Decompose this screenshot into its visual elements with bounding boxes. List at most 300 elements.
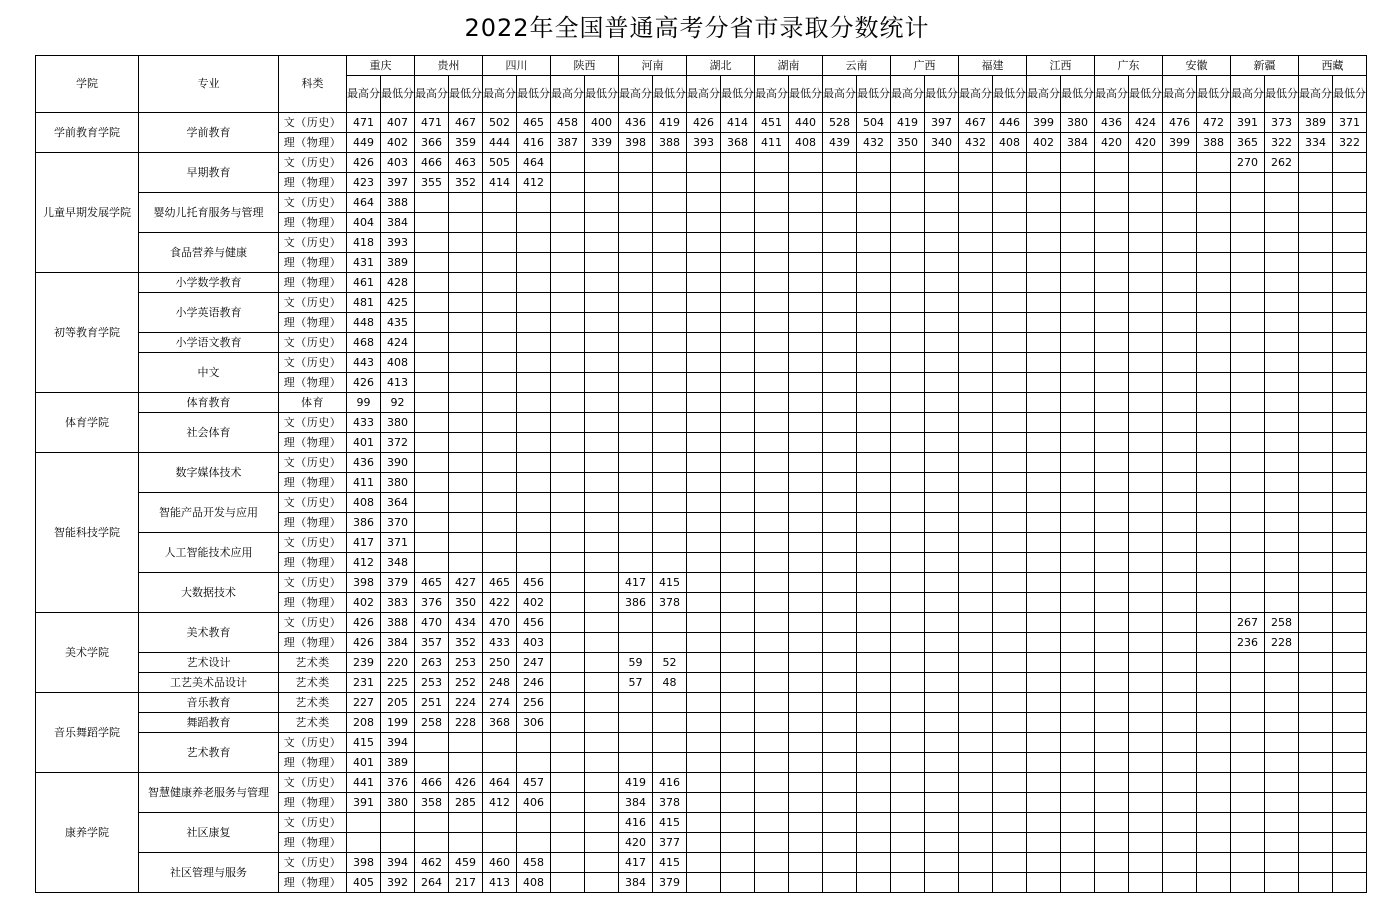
max-score-cell xyxy=(891,253,925,273)
min-score-cell xyxy=(585,813,619,833)
province-header: 河南 xyxy=(619,56,687,76)
min-score-cell xyxy=(1061,193,1095,213)
max-score-cell: 444 xyxy=(483,133,517,153)
max-score-cell xyxy=(551,233,585,253)
min-score-cell xyxy=(1333,273,1367,293)
min-score-cell xyxy=(857,453,891,473)
max-score-cell: 334 xyxy=(1299,133,1333,153)
max-score-cell: 231 xyxy=(347,673,381,693)
max-score-cell: 263 xyxy=(415,653,449,673)
max-score-cell: 386 xyxy=(347,513,381,533)
min-score-cell: 217 xyxy=(449,873,483,893)
max-score-cell xyxy=(619,193,653,213)
min-score-cell xyxy=(789,613,823,633)
min-score-cell xyxy=(1197,573,1231,593)
min-score-cell xyxy=(925,633,959,653)
max-score-cell xyxy=(1027,213,1061,233)
min-score-cell xyxy=(857,333,891,353)
max-score-cell xyxy=(551,393,585,413)
max-score-cell xyxy=(755,193,789,213)
subject-cell: 理（物理） xyxy=(279,873,347,893)
min-score-cell xyxy=(993,813,1027,833)
min-score-cell xyxy=(993,593,1027,613)
min-score-cell xyxy=(993,373,1027,393)
major-cell: 学前教育 xyxy=(139,113,279,153)
subject-cell: 理（物理） xyxy=(279,513,347,533)
min-score-cell xyxy=(925,873,959,893)
min-score-cell xyxy=(1061,513,1095,533)
max-score-cell: 436 xyxy=(347,453,381,473)
max-score-cell: 398 xyxy=(347,573,381,593)
min-score-cell xyxy=(585,853,619,873)
max-score-cell: 470 xyxy=(415,613,449,633)
max-score-cell xyxy=(483,373,517,393)
max-score-cell: 464 xyxy=(483,773,517,793)
min-score-cell xyxy=(517,253,551,273)
min-score-cell: 371 xyxy=(1333,113,1367,133)
major-cell: 舞蹈教育 xyxy=(139,713,279,733)
max-score-cell xyxy=(1231,353,1265,373)
min-score-cell xyxy=(585,153,619,173)
min-score-cell xyxy=(993,313,1027,333)
min-score-cell: 435 xyxy=(381,313,415,333)
max-score-cell xyxy=(1027,193,1061,213)
max-score-cell: 436 xyxy=(1095,113,1129,133)
max-score-cell xyxy=(1163,673,1197,693)
min-score-cell xyxy=(653,153,687,173)
subject-cell: 文（历史） xyxy=(279,113,347,133)
min-score-cell xyxy=(1197,613,1231,633)
min-score-cell xyxy=(1333,633,1367,653)
min-score-cell xyxy=(1265,593,1299,613)
min-score-cell xyxy=(1197,353,1231,373)
max-score-cell xyxy=(1163,733,1197,753)
min-score-cell xyxy=(993,153,1027,173)
max-score-cell xyxy=(619,313,653,333)
max-score-cell xyxy=(1095,333,1129,353)
max-score-cell xyxy=(347,813,381,833)
max-score-cell xyxy=(1095,393,1129,413)
max-score-cell xyxy=(1299,233,1333,253)
max-score-cell: 393 xyxy=(687,133,721,153)
max-score-cell xyxy=(755,693,789,713)
min-score-cell xyxy=(1333,853,1367,873)
subject-cell: 文（历史） xyxy=(279,773,347,793)
max-score-cell xyxy=(415,333,449,353)
header-subject: 科类 xyxy=(279,56,347,113)
min-score-cell xyxy=(789,573,823,593)
min-score-cell xyxy=(653,693,687,713)
max-score-cell xyxy=(551,753,585,773)
min-score-cell xyxy=(993,413,1027,433)
max-score-cell xyxy=(551,213,585,233)
max-score-cell: 258 xyxy=(415,713,449,733)
max-score-cell: 264 xyxy=(415,873,449,893)
max-score-cell xyxy=(755,493,789,513)
max-score-cell xyxy=(959,473,993,493)
max-score-cell: 505 xyxy=(483,153,517,173)
min-score-cell: 376 xyxy=(381,773,415,793)
min-score-cell xyxy=(789,353,823,373)
max-score-cell xyxy=(1095,313,1129,333)
min-score-cell xyxy=(1265,193,1299,213)
max-score-cell xyxy=(959,233,993,253)
max-score-cell xyxy=(891,493,925,513)
max-score-cell xyxy=(823,593,857,613)
max-score-cell xyxy=(1163,313,1197,333)
subject-cell: 理（物理） xyxy=(279,593,347,613)
max-score-cell xyxy=(1095,793,1129,813)
min-score-cell xyxy=(1197,173,1231,193)
header-min-score: 最低分 xyxy=(925,76,959,113)
max-score-cell xyxy=(551,313,585,333)
min-score-cell: 390 xyxy=(381,453,415,473)
min-score-cell xyxy=(1061,733,1095,753)
max-score-cell xyxy=(687,653,721,673)
min-score-cell: 368 xyxy=(721,133,755,153)
min-score-cell xyxy=(1333,813,1367,833)
min-score-cell xyxy=(653,513,687,533)
min-score-cell xyxy=(925,773,959,793)
max-score-cell xyxy=(1163,573,1197,593)
major-cell: 音乐教育 xyxy=(139,693,279,713)
max-score-cell xyxy=(619,273,653,293)
max-score-cell: 420 xyxy=(1095,133,1129,153)
max-score-cell xyxy=(755,873,789,893)
subject-cell: 文（历史） xyxy=(279,733,347,753)
max-score-cell: 426 xyxy=(347,613,381,633)
min-score-cell: 228 xyxy=(1265,633,1299,653)
max-score-cell xyxy=(1163,653,1197,673)
subject-cell: 文（历史） xyxy=(279,153,347,173)
min-score-cell xyxy=(449,813,483,833)
min-score-cell xyxy=(1265,793,1299,813)
max-score-cell: 355 xyxy=(415,173,449,193)
min-score-cell xyxy=(1333,733,1367,753)
min-score-cell: 380 xyxy=(381,473,415,493)
min-score-cell: 246 xyxy=(517,673,551,693)
min-score-cell xyxy=(517,733,551,753)
header-max-score: 最高分 xyxy=(1027,76,1061,113)
subject-cell: 文（历史） xyxy=(279,533,347,553)
max-score-cell: 227 xyxy=(347,693,381,713)
max-score-cell: 412 xyxy=(347,553,381,573)
max-score-cell xyxy=(891,633,925,653)
min-score-cell: 415 xyxy=(653,813,687,833)
min-score-cell xyxy=(1265,233,1299,253)
header-min-score: 最低分 xyxy=(517,76,551,113)
max-score-cell xyxy=(619,553,653,573)
max-score-cell xyxy=(891,853,925,873)
min-score-cell: 322 xyxy=(1333,133,1367,153)
min-score-cell xyxy=(789,513,823,533)
max-score-cell xyxy=(551,473,585,493)
min-score-cell xyxy=(1265,173,1299,193)
max-score-cell xyxy=(891,753,925,773)
subject-cell: 理（物理） xyxy=(279,473,347,493)
min-score-cell: 352 xyxy=(449,173,483,193)
min-score-cell: 416 xyxy=(653,773,687,793)
province-header: 云南 xyxy=(823,56,891,76)
min-score-cell xyxy=(1061,873,1095,893)
table-row xyxy=(36,293,1367,313)
max-score-cell: 274 xyxy=(483,693,517,713)
min-score-cell xyxy=(857,793,891,813)
max-score-cell: 267 xyxy=(1231,613,1265,633)
min-score-cell: 408 xyxy=(789,133,823,153)
page-title: 2022年全国普通高考分省市录取分数统计 xyxy=(464,14,930,42)
max-score-cell xyxy=(755,653,789,673)
min-score-cell xyxy=(653,633,687,653)
min-score-cell xyxy=(789,593,823,613)
max-score-cell xyxy=(959,513,993,533)
max-score-cell xyxy=(483,193,517,213)
min-score-cell: 415 xyxy=(653,853,687,873)
min-score-cell xyxy=(1197,293,1231,313)
min-score-cell xyxy=(1197,553,1231,573)
min-score-cell: 224 xyxy=(449,693,483,713)
min-score-cell xyxy=(721,733,755,753)
min-score-cell: 383 xyxy=(381,593,415,613)
max-score-cell xyxy=(959,213,993,233)
min-score-cell xyxy=(1265,573,1299,593)
min-score-cell xyxy=(1333,213,1367,233)
min-score-cell xyxy=(789,553,823,573)
min-score-cell xyxy=(1129,373,1163,393)
max-score-cell xyxy=(1299,273,1333,293)
min-score-cell xyxy=(789,853,823,873)
min-score-cell xyxy=(993,433,1027,453)
min-score-cell xyxy=(993,773,1027,793)
min-score-cell xyxy=(993,753,1027,773)
max-score-cell xyxy=(687,253,721,273)
min-score-cell xyxy=(653,273,687,293)
min-score-cell xyxy=(857,293,891,313)
max-score-cell xyxy=(551,173,585,193)
max-score-cell xyxy=(687,313,721,333)
min-score-cell xyxy=(1129,813,1163,833)
min-score-cell xyxy=(925,713,959,733)
max-score-cell xyxy=(619,353,653,373)
min-score-cell xyxy=(517,513,551,533)
max-score-cell xyxy=(1027,293,1061,313)
max-score-cell xyxy=(687,533,721,553)
min-score-cell xyxy=(1061,713,1095,733)
max-score-cell: 391 xyxy=(347,793,381,813)
min-score-cell xyxy=(721,833,755,853)
max-score-cell xyxy=(347,833,381,853)
max-score-cell xyxy=(1095,593,1129,613)
max-score-cell xyxy=(483,313,517,333)
table-row xyxy=(36,413,1367,433)
max-score-cell xyxy=(891,673,925,693)
max-score-cell xyxy=(687,613,721,633)
max-score-cell xyxy=(687,473,721,493)
min-score-cell: 406 xyxy=(517,793,551,813)
min-score-cell xyxy=(653,313,687,333)
max-score-cell xyxy=(1299,733,1333,753)
min-score-cell xyxy=(721,513,755,533)
min-score-cell xyxy=(789,533,823,553)
max-score-cell: 426 xyxy=(347,153,381,173)
subject-cell: 文（历史） xyxy=(279,613,347,633)
min-score-cell xyxy=(1129,213,1163,233)
min-score-cell xyxy=(721,253,755,273)
min-score-cell xyxy=(721,473,755,493)
major-cell: 艺术教育 xyxy=(139,733,279,773)
max-score-cell xyxy=(755,713,789,733)
max-score-cell xyxy=(415,393,449,413)
header-max-score: 最高分 xyxy=(483,76,517,113)
min-score-cell xyxy=(1333,313,1367,333)
max-score-cell xyxy=(687,153,721,173)
subject-cell: 理（物理） xyxy=(279,753,347,773)
min-score-cell xyxy=(721,813,755,833)
college-cell: 体育学院 xyxy=(36,393,139,453)
max-score-cell xyxy=(551,253,585,273)
max-score-cell xyxy=(551,353,585,373)
header-max-score: 最高分 xyxy=(551,76,585,113)
max-score-cell xyxy=(755,513,789,533)
province-header: 陕西 xyxy=(551,56,619,76)
table-row xyxy=(36,733,1367,753)
max-score-cell xyxy=(1299,873,1333,893)
min-score-cell xyxy=(1197,833,1231,853)
min-score-cell xyxy=(789,333,823,353)
min-score-cell xyxy=(585,493,619,513)
max-score-cell xyxy=(415,453,449,473)
max-score-cell xyxy=(619,413,653,433)
max-score-cell xyxy=(1027,673,1061,693)
max-score-cell xyxy=(755,593,789,613)
min-score-cell xyxy=(1265,293,1299,313)
min-score-cell xyxy=(517,533,551,553)
min-score-cell xyxy=(925,193,959,213)
max-score-cell xyxy=(959,853,993,873)
max-score-cell xyxy=(1299,553,1333,573)
min-score-cell xyxy=(1061,773,1095,793)
max-score-cell xyxy=(891,153,925,173)
max-score-cell xyxy=(1231,253,1265,273)
min-score-cell xyxy=(653,713,687,733)
min-score-cell: 48 xyxy=(653,673,687,693)
min-score-cell xyxy=(585,653,619,673)
max-score-cell xyxy=(687,453,721,473)
subject-cell: 理（物理） xyxy=(279,133,347,153)
max-score-cell xyxy=(1095,473,1129,493)
min-score-cell xyxy=(857,673,891,693)
min-score-cell xyxy=(1265,413,1299,433)
max-score-cell xyxy=(551,813,585,833)
min-score-cell xyxy=(925,813,959,833)
max-score-cell xyxy=(823,853,857,873)
min-score-cell xyxy=(721,873,755,893)
max-score-cell xyxy=(551,333,585,353)
max-score-cell: 399 xyxy=(1027,113,1061,133)
min-score-cell xyxy=(1333,333,1367,353)
max-score-cell: 470 xyxy=(483,613,517,633)
min-score-cell xyxy=(381,833,415,853)
major-cell: 智慧健康养老服务与管理 xyxy=(139,773,279,813)
max-score-cell xyxy=(755,633,789,653)
min-score-cell xyxy=(1197,673,1231,693)
max-score-cell xyxy=(891,313,925,333)
min-score-cell: 394 xyxy=(381,853,415,873)
min-score-cell xyxy=(1333,513,1367,533)
max-score-cell xyxy=(891,553,925,573)
min-score-cell xyxy=(1197,273,1231,293)
province-header: 贵州 xyxy=(415,56,483,76)
province-header: 重庆 xyxy=(347,56,415,76)
max-score-cell xyxy=(1231,233,1265,253)
max-score-cell xyxy=(687,293,721,313)
max-score-cell xyxy=(551,553,585,573)
max-score-cell: 412 xyxy=(483,793,517,813)
min-score-cell xyxy=(585,433,619,453)
max-score-cell xyxy=(483,233,517,253)
max-score-cell xyxy=(687,493,721,513)
max-score-cell xyxy=(1299,493,1333,513)
table-row xyxy=(36,693,1367,713)
major-cell: 小学英语教育 xyxy=(139,293,279,333)
min-score-cell: 384 xyxy=(381,633,415,653)
min-score-cell xyxy=(857,233,891,253)
max-score-cell xyxy=(415,293,449,313)
max-score-cell xyxy=(891,473,925,493)
min-score-cell xyxy=(1197,333,1231,353)
min-score-cell xyxy=(993,273,1027,293)
max-score-cell xyxy=(483,733,517,753)
max-score-cell: 471 xyxy=(415,113,449,133)
subject-cell: 文（历史） xyxy=(279,813,347,833)
max-score-cell xyxy=(823,693,857,713)
max-score-cell xyxy=(483,813,517,833)
min-score-cell xyxy=(1265,733,1299,753)
max-score-cell xyxy=(823,333,857,353)
max-score-cell xyxy=(891,813,925,833)
max-score-cell xyxy=(1299,673,1333,693)
max-score-cell: 404 xyxy=(347,213,381,233)
min-score-cell xyxy=(449,493,483,513)
max-score-cell xyxy=(551,713,585,733)
min-score-cell xyxy=(585,733,619,753)
header-max-score: 最高分 xyxy=(415,76,449,113)
college-cell: 音乐舞蹈学院 xyxy=(36,693,139,773)
min-score-cell xyxy=(1197,453,1231,473)
max-score-cell xyxy=(415,413,449,433)
min-score-cell xyxy=(1061,633,1095,653)
max-score-cell xyxy=(1231,873,1265,893)
min-score-cell: 408 xyxy=(517,873,551,893)
min-score-cell xyxy=(993,493,1027,513)
min-score-cell xyxy=(449,353,483,373)
max-score-cell xyxy=(823,293,857,313)
min-score-cell xyxy=(1265,333,1299,353)
min-score-cell xyxy=(517,293,551,313)
max-score-cell xyxy=(891,573,925,593)
max-score-cell xyxy=(823,393,857,413)
max-score-cell xyxy=(483,493,517,513)
max-score-cell xyxy=(1163,813,1197,833)
max-score-cell xyxy=(1163,213,1197,233)
max-score-cell xyxy=(959,673,993,693)
header-max-score: 最高分 xyxy=(687,76,721,113)
min-score-cell xyxy=(1333,493,1367,513)
max-score-cell xyxy=(1027,813,1061,833)
min-score-cell xyxy=(653,433,687,453)
max-score-cell xyxy=(415,433,449,453)
min-score-cell xyxy=(1333,553,1367,573)
